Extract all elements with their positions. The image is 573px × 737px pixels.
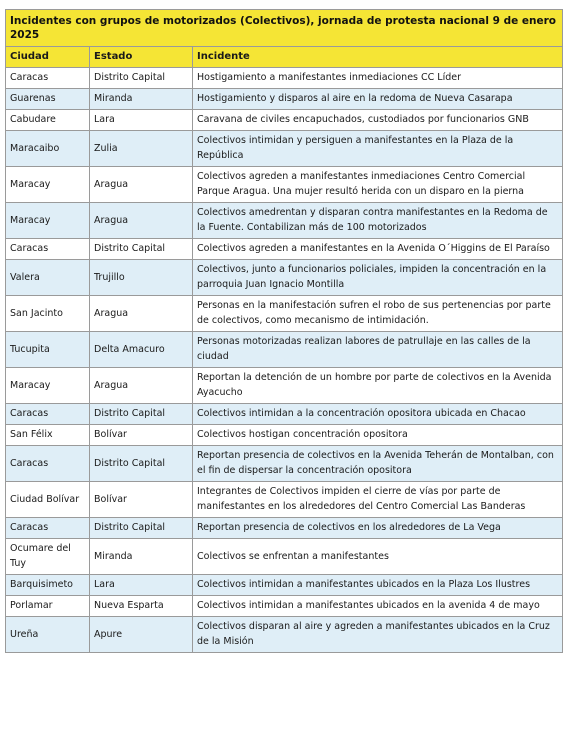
cell-incidente: Colectivos intimidan a la concentración opositora ubicada en Chacao	[193, 404, 563, 425]
cell-estado: Aragua	[90, 203, 193, 239]
cell-estado: Distrito Capital	[90, 404, 193, 425]
cell-incidente: Colectivos se enfrentan a manifestantes	[193, 539, 563, 575]
cell-estado: Miranda	[90, 539, 193, 575]
cell-estado: Lara	[90, 575, 193, 596]
cell-ciudad: Cabudare	[6, 110, 90, 131]
cell-estado: Nueva Esparta	[90, 596, 193, 617]
cell-estado: Lara	[90, 110, 193, 131]
cell-incidente: Personas en la manifestación sufren el robo de sus pertenencias por parte de colectivos, como mecanismo de intimidación.	[193, 296, 563, 332]
cell-estado: Distrito Capital	[90, 446, 193, 482]
cell-estado: Distrito Capital	[90, 239, 193, 260]
cell-incidente: Reportan presencia de colectivos en los alrededores de La Vega	[193, 518, 563, 539]
table-row	[6, 425, 563, 446]
cell-ciudad: Maracaibo	[6, 131, 90, 167]
cell-ciudad: Caracas	[6, 404, 90, 425]
header-ciudad: Ciudad	[6, 47, 90, 68]
cell-incidente: Colectivos intimidan a manifestantes ubicados en la avenida 4 de mayo	[193, 596, 563, 617]
table-row	[6, 167, 563, 203]
cell-incidente: Colectivos hostigan concentración opositora	[193, 425, 563, 446]
cell-estado: Aragua	[90, 167, 193, 203]
cell-estado: Distrito Capital	[90, 68, 193, 89]
table-row	[6, 446, 563, 482]
cell-incidente: Reportan presencia de colectivos en la Avenida Teherán de Montalban, con el fin de dispersar la concentración opositora	[193, 446, 563, 482]
cell-incidente: Colectivos intimidan y persiguen a manifestantes en la Plaza de la República	[193, 131, 563, 167]
table-row	[6, 596, 563, 617]
table-header-row	[6, 47, 563, 68]
cell-estado: Bolívar	[90, 482, 193, 518]
table-row	[6, 575, 563, 596]
table-row	[6, 617, 563, 653]
cell-ciudad: Caracas	[6, 239, 90, 260]
cell-ciudad: Maracay	[6, 203, 90, 239]
table-row	[6, 110, 563, 131]
table-row	[6, 203, 563, 239]
cell-ciudad: Porlamar	[6, 596, 90, 617]
cell-ciudad: San Félix	[6, 425, 90, 446]
cell-ciudad: Valera	[6, 260, 90, 296]
table-row	[6, 518, 563, 539]
cell-estado: Aragua	[90, 368, 193, 404]
cell-incidente: Personas motorizadas realizan labores de patrullaje en las calles de la ciudad	[193, 332, 563, 368]
table-row	[6, 239, 563, 260]
cell-incidente: Colectivos agreden a manifestantes en la Avenida O´Higgins de El Paraíso	[193, 239, 563, 260]
table-row	[6, 296, 563, 332]
cell-incidente: Caravana de civiles encapuchados, custodiados por funcionarios GNB	[193, 110, 563, 131]
cell-ciudad: Maracay	[6, 368, 90, 404]
cell-incidente: Reportan la detención de un hombre por parte de colectivos en la Avenida Ayacucho	[193, 368, 563, 404]
cell-estado: Trujillo	[90, 260, 193, 296]
cell-incidente: Integrantes de Colectivos impiden el cierre de vías por parte de manifestantes en los alrededores del Centro Comercial Las Banderas	[193, 482, 563, 518]
cell-incidente: Colectivos disparan al aire y agreden a manifestantes ubicados en la Cruz de la Misión	[193, 617, 563, 653]
cell-estado: Distrito Capital	[90, 518, 193, 539]
table-row	[6, 332, 563, 368]
cell-estado: Delta Amacuro	[90, 332, 193, 368]
table-row	[6, 404, 563, 425]
cell-ciudad: Ciudad Bolívar	[6, 482, 90, 518]
cell-incidente: Colectivos, junto a funcionarios policiales, impiden la concentración en la parroquia Juan Ignacio Montilla	[193, 260, 563, 296]
cell-estado: Miranda	[90, 89, 193, 110]
table-row	[6, 482, 563, 518]
cell-ciudad: Maracay	[6, 167, 90, 203]
table-title-row	[6, 10, 563, 47]
table-row	[6, 89, 563, 110]
cell-ciudad: Caracas	[6, 68, 90, 89]
table-row	[6, 131, 563, 167]
cell-ciudad: Caracas	[6, 518, 90, 539]
cell-ciudad: Ureña	[6, 617, 90, 653]
table-title: Incidentes con grupos de motorizados (Colectivos), jornada de protesta nacional 9 de enero 2025	[6, 10, 563, 47]
table-row	[6, 368, 563, 404]
header-incidente: Incidente	[193, 47, 563, 68]
cell-ciudad: Ocumare del Tuy	[6, 539, 90, 575]
cell-incidente: Hostigamiento a manifestantes inmediaciones CC Líder	[193, 68, 563, 89]
cell-ciudad: Barquisimeto	[6, 575, 90, 596]
cell-ciudad: Caracas	[6, 446, 90, 482]
table-row	[6, 260, 563, 296]
cell-ciudad: San Jacinto	[6, 296, 90, 332]
table-row	[6, 68, 563, 89]
incidents-table	[5, 9, 563, 653]
cell-incidente: Hostigamiento y disparos al aire en la redoma de Nueva Casarapa	[193, 89, 563, 110]
cell-incidente: Colectivos intimidan a manifestantes ubicados en la Plaza Los Ilustres	[193, 575, 563, 596]
cell-estado: Apure	[90, 617, 193, 653]
table-row	[6, 539, 563, 575]
cell-incidente: Colectivos amedrentan y disparan contra manifestantes en la Redoma de la Fuente. Contabilizan más de 100 motorizados	[193, 203, 563, 239]
cell-estado: Zulia	[90, 131, 193, 167]
cell-ciudad: Tucupita	[6, 332, 90, 368]
cell-incidente: Colectivos agreden a manifestantes inmediaciones Centro Comercial Parque Aragua. Una mujer resultó herida con un disparo en la pierna	[193, 167, 563, 203]
header-estado: Estado	[90, 47, 193, 68]
cell-estado: Aragua	[90, 296, 193, 332]
cell-ciudad: Guarenas	[6, 89, 90, 110]
cell-estado: Bolívar	[90, 425, 193, 446]
